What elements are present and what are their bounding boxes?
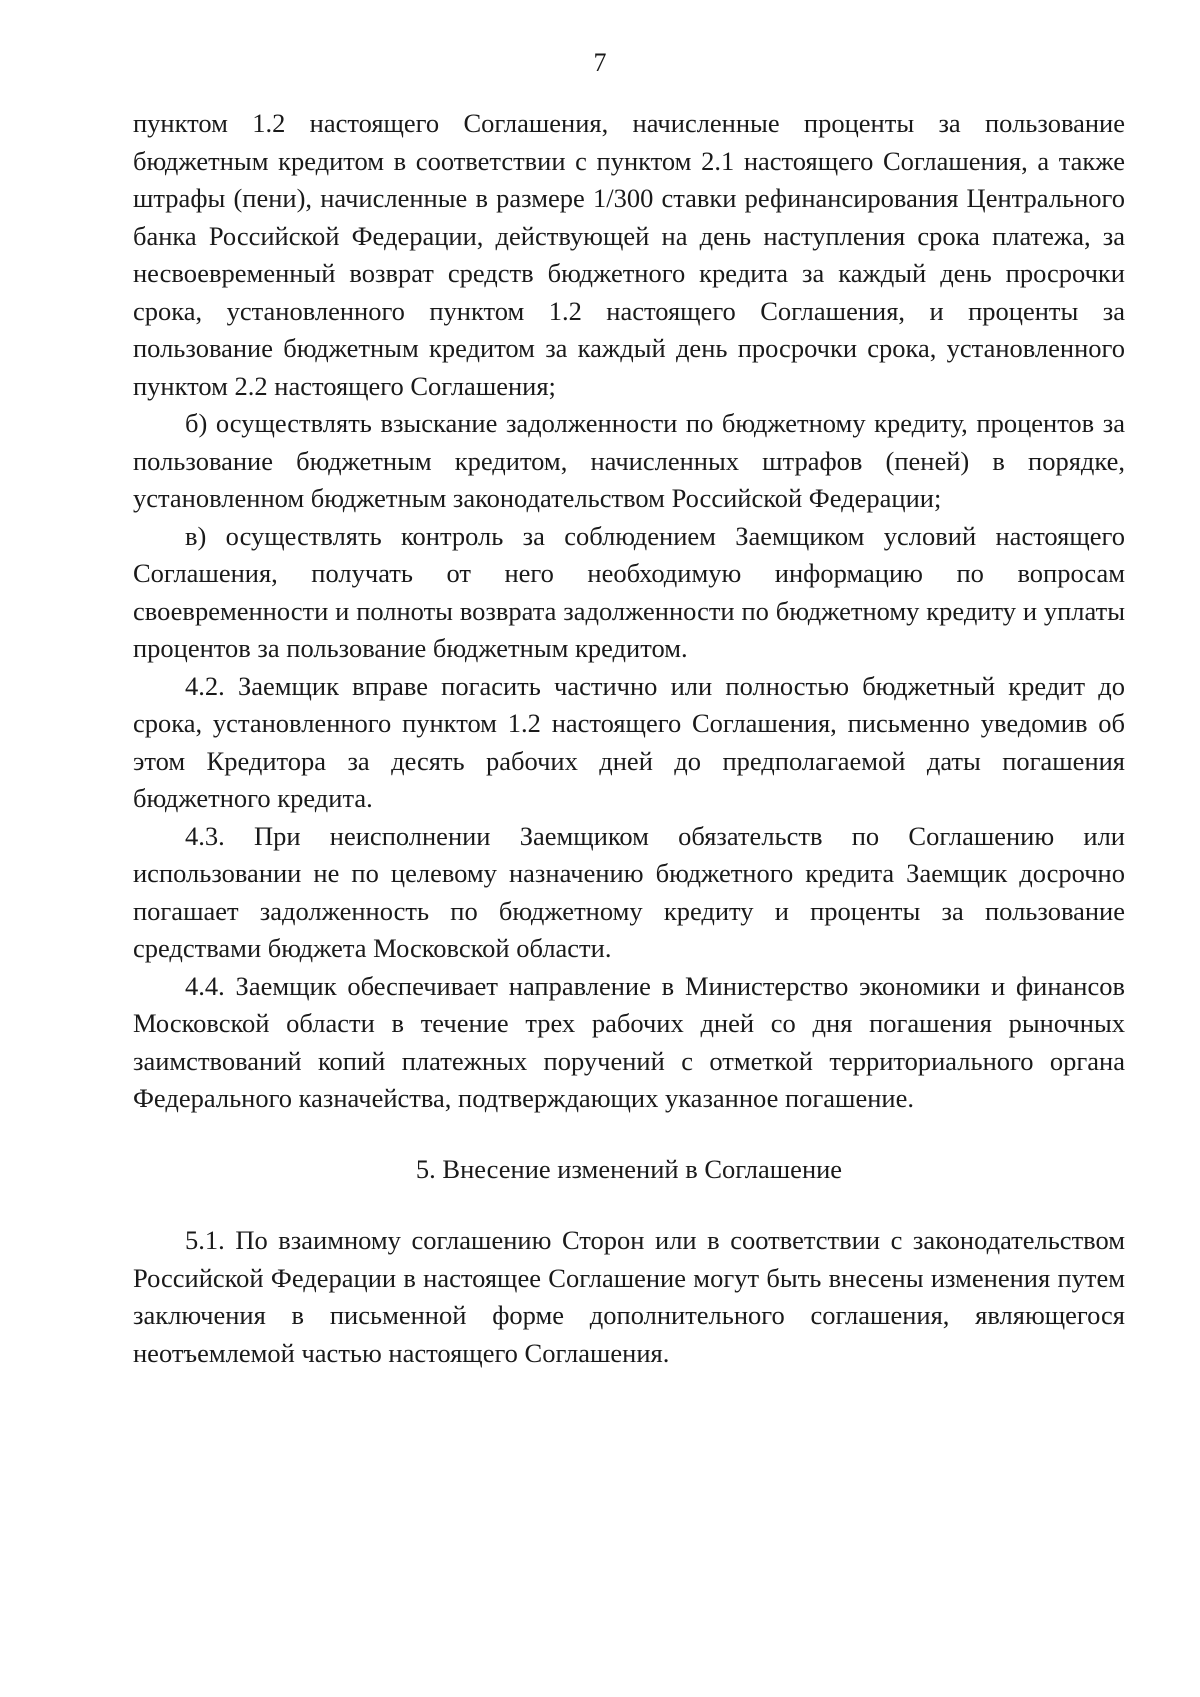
paragraph-4-4: 4.4. Заемщик обеспечивает направление в Министерство экономики и финансов Московской области в течение трех рабочих дней со дня погашения рыночных заимствований копий платежных поручений с отметкой территориального органа Федерального казначейства, подтверждающих указанное погашение. <box>133 970 1125 1113</box>
paragraph-clause-b: б) осуществлять взыскание задолженности по бюджетному кредиту, процентов за пользование бюджетным кредитом, начисленных штрафов (пеней) в порядке, установленном бюджетным законодательством Российской Федерации; <box>133 408 1125 513</box>
paragraph-4-2: 4.2. Заемщик вправе погасить частично или полностью бюджетный кредит до срока, установленного пунктом 1.2 настоящего Соглашения, письменно уведомив об этом Кредитора за десять рабочих дней до предполагаемой даты погашения бюджетного кредита. <box>133 670 1125 813</box>
paragraph-5-1: 5.1. По взаимному соглашению Сторон или в соответствии с законодательством Российской Федерации в настоящее Соглашение могут быть внесены изменения путем заключения в письменной форме дополнительного соглашения, являющегося неотъемлемой частью настоящего Соглашения. <box>133 1225 1125 1368</box>
paragraph-4-3: 4.3. При неисполнении Заемщиком обязательств по Соглашению или использовании не по целевому назначению бюджетного кредита Заемщик досрочно погашает задолженность по бюджетному кредиту и проценты за пользование средствами бюджета Московской области. <box>133 820 1125 963</box>
section-heading: 5. Внесение изменений в Соглашение <box>415 1153 843 1184</box>
page-number: 7 <box>593 48 607 77</box>
paragraph-continuation: пунктом 1.2 настоящего Соглашения, начисленные проценты за пользование бюджетным кредитом в соответствии с пунктом 2.1 настоящего Соглашения, а также штрафы (пени), начисленные в размере 1/300 ставки рефинансирования Центрального банка Российской Федерации, действующей на день наступления срока платежа, за несвоевременный возврат средств бюджетного кредита за каждый день просрочки срока, установленного пунктом 1.2 настоящего Соглашения, и проценты за пользование бюджетным кредитом за каждый день просрочки срока, установленного пунктом 2.2 настоящего Соглашения; <box>133 108 1125 401</box>
paragraph-clause-v: в) осуществлять контроль за соблюдением Заемщиком условий настоящего Соглашения, получать от него необходимую информацию по вопросам своевременности и полноты возврата задолженности по бюджетному кредиту и уплаты процентов за пользование бюджетным кредитом. <box>133 520 1125 663</box>
document-body <box>133 105 1125 1372</box>
